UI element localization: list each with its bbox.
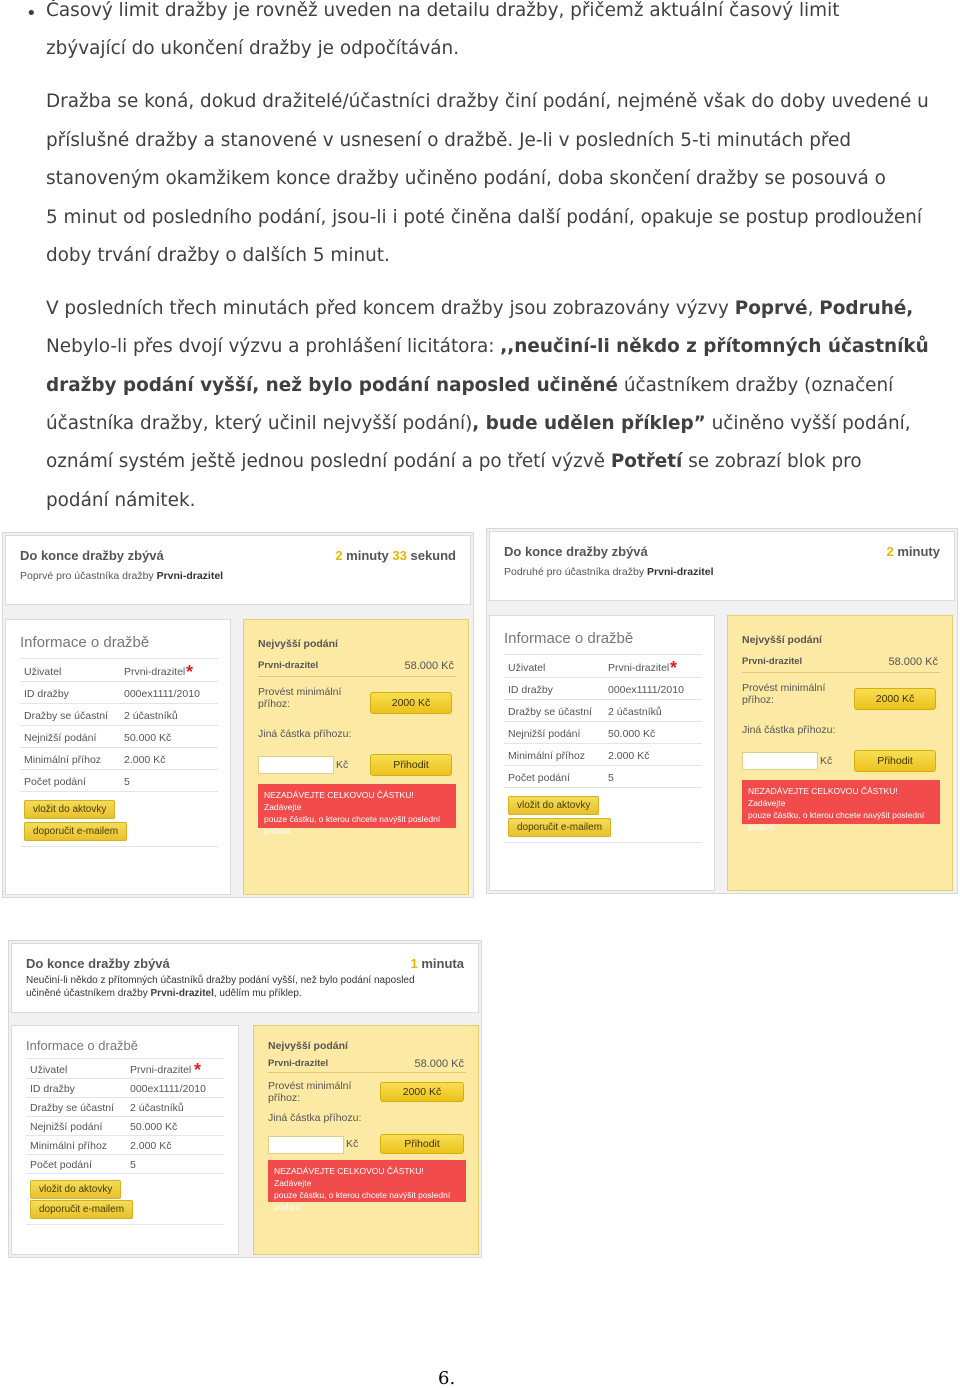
other-raise-label: Jiná částka příhozu: <box>268 1112 362 1124</box>
row-label: Dražby se účastní <box>508 706 593 718</box>
divider <box>20 846 218 847</box>
auction-info-panel <box>11 1025 239 1255</box>
warning-message <box>268 1160 466 1212</box>
divider <box>20 658 218 659</box>
divider <box>504 654 702 655</box>
min-raise-label-2: příhoz: <box>258 698 291 710</box>
countdown-box <box>11 943 479 1013</box>
divider <box>742 672 940 673</box>
auction-info-title: Informace o dražbě <box>26 1038 139 1053</box>
row-value: 2 účastníků <box>124 710 178 722</box>
row-label: Nejnižší podání <box>30 1121 103 1133</box>
warn-3: podání. <box>264 826 293 836</box>
row-label: Minimální příhoz <box>508 750 586 762</box>
p3-l2-text: Nebylo-li přes dvojí výzvu a prohlášení licitátora: <box>46 336 501 357</box>
info-row-min-raise <box>20 748 218 770</box>
row-label: Uživatel <box>30 1064 68 1076</box>
countdown-box <box>5 535 471 605</box>
paragraph-3-line-1 <box>46 298 913 319</box>
highest-bid-panel <box>727 615 953 891</box>
paragraph-3-line-2 <box>46 336 929 357</box>
row-value: 000ex1111/2010 <box>124 688 200 700</box>
min-raise-label-2: příhoz: <box>742 694 775 706</box>
min-raise-label <box>258 686 341 710</box>
divider <box>268 1072 466 1073</box>
info-row-id <box>26 1079 224 1098</box>
highest-bid-title: Nejvyšší podání <box>258 638 338 650</box>
raise-button[interactable]: Přihodit <box>854 750 936 772</box>
countdown-seconds-unit: sekund <box>406 548 456 563</box>
countdown-minutes-unit: minuta <box>417 956 464 971</box>
p3-l1-text: V posledních třech minutách před koncem dražby jsou zobrazovány výzvy <box>46 298 735 319</box>
bullet-marker: • <box>26 3 37 24</box>
auction-info-title: Informace o dražbě <box>504 630 634 647</box>
divider <box>26 1058 224 1059</box>
hammer-notice-user: Prvni-drazitel <box>150 988 214 999</box>
row-value: 2.000 Kč <box>130 1140 172 1152</box>
countdown-value <box>335 548 456 563</box>
auction-info-panel <box>5 619 231 895</box>
raise-button[interactable]: Přihodit <box>380 1134 464 1154</box>
highest-bidder-star-icon: * <box>194 1060 202 1080</box>
paragraph-1-line-2: zbývající do ukončení dražby je odpočítáván. <box>46 38 460 59</box>
info-row-min-raise <box>26 1136 224 1155</box>
row-value: 5 <box>130 1159 136 1171</box>
recommend-email-button[interactable]: doporučit e-mailem <box>508 818 611 837</box>
raise-button[interactable]: Přihodit <box>370 754 452 776</box>
call-notice-text: Podruhé pro účastníka dražby <box>504 566 648 578</box>
paragraph-2-line-2: příslušné dražby a stanovené v usnesení o dražbě. Je-li v posledních 5-ti minutách před <box>46 130 852 151</box>
row-label: ID dražby <box>508 684 553 696</box>
p3-l2-bold: ,,neučiní-li někdo z přítomných účastníků <box>500 336 929 357</box>
countdown-label: Do konce dražby zbývá <box>20 548 164 563</box>
info-row-bid-count <box>26 1155 224 1174</box>
highest-bid-amount: 58.000 Kč <box>888 656 938 668</box>
info-row-bid-count <box>20 770 218 792</box>
row-value: 50.000 Kč <box>608 728 656 740</box>
recommend-email-button[interactable]: doporučit e-mailem <box>30 1200 133 1219</box>
row-label: Počet podání <box>508 772 570 784</box>
p3-l4-bold: , bude udělen příklep” <box>472 413 706 434</box>
p3-podruhe: Podruhé, <box>819 298 914 319</box>
p3-potreti: Potřetí <box>610 451 683 472</box>
row-value: 5 <box>124 776 130 788</box>
highest-bidder: Prvni-drazitel <box>258 660 319 671</box>
row-label: Počet podání <box>30 1159 92 1171</box>
row-value: 000ex1111/2010 <box>608 684 684 696</box>
row-value: Prvni-drazitel <box>124 666 186 678</box>
highest-bidder: Prvni-drazitel <box>742 656 803 667</box>
countdown-value <box>411 956 464 971</box>
row-label: Minimální příhoz <box>24 754 102 766</box>
row-label: Dražby se účastní <box>30 1102 115 1114</box>
countdown-seconds: 33 <box>392 548 407 563</box>
row-label: Uživatel <box>508 662 546 674</box>
currency-label: Kč <box>346 1138 359 1150</box>
highest-bid-title: Nejvyšší podání <box>268 1040 348 1052</box>
row-label: Nejnižší podání <box>24 732 97 744</box>
page-number: 6. <box>438 1368 456 1388</box>
paragraph-3-line-4 <box>46 413 911 434</box>
highest-bid-panel <box>243 619 469 895</box>
screenshot-second-call <box>486 528 958 894</box>
auction-info-title: Informace o dražbě <box>20 634 150 651</box>
p3-l5-text: oznámí systém ještě jednou poslední podání a po třetí výzvě <box>46 451 611 472</box>
warn-3: podání. <box>274 1202 303 1212</box>
auction-info-panel <box>489 615 715 891</box>
currency-label: Kč <box>820 755 833 767</box>
p3-poprve: Poprvé <box>734 298 808 319</box>
add-to-briefcase-button[interactable]: vložit do aktovky <box>508 796 599 815</box>
call-notice-user: Prvni-drazitel <box>156 570 224 582</box>
divider <box>504 842 702 843</box>
highest-bidder: Prvni-drazitel <box>268 1058 329 1069</box>
divider <box>26 1224 224 1225</box>
row-value: Prvni-drazitel <box>130 1064 192 1076</box>
countdown-label: Do konce dražby zbývá <box>504 544 648 559</box>
add-to-briefcase-button[interactable]: vložit do aktovky <box>30 1180 121 1199</box>
call-notice-text: Poprvé pro účastníka dražby <box>20 570 157 582</box>
info-row-participants <box>504 700 702 722</box>
p3-l5-text-2: se zobrazí blok pro <box>682 451 862 472</box>
countdown-label: Do konce dražby zbývá <box>26 956 170 971</box>
hammer-notice <box>26 974 466 1000</box>
other-raise-label: Jiná částka příhozu: <box>258 728 352 740</box>
row-value: 2.000 Kč <box>124 754 166 766</box>
row-value: 5 <box>608 772 614 784</box>
info-row-participants <box>26 1098 224 1117</box>
warn-2: pouze částku, o kterou chcete navýšit poslední <box>274 1190 451 1200</box>
raise-amount-input[interactable] <box>258 756 334 774</box>
min-raise-label-2: příhoz: <box>268 1092 301 1104</box>
highest-bid-amount: 58.000 Kč <box>404 660 454 672</box>
countdown-minutes: 2 <box>886 544 894 559</box>
info-row-bid-count <box>504 766 702 788</box>
min-raise-label-1: Provést minimální <box>268 1080 352 1092</box>
row-value: Prvni-drazitel <box>608 662 670 674</box>
info-row-id <box>20 682 218 704</box>
row-value: 2 účastníků <box>608 706 662 718</box>
info-row-id <box>504 678 702 700</box>
warn-3: podání. <box>748 822 777 832</box>
screenshot-first-call <box>2 532 474 898</box>
screenshot-third-call <box>8 940 482 1258</box>
recommend-email-button[interactable]: doporučit e-mailem <box>24 822 127 841</box>
row-value: 000ex1111/2010 <box>130 1083 206 1095</box>
min-raise-label-1: Provést minimální <box>258 686 342 698</box>
divider <box>258 676 456 677</box>
min-raise-button[interactable]: 2000 Kč <box>380 1082 464 1102</box>
warn-2: pouze částku, o kterou chcete navýšit poslední <box>748 810 925 820</box>
countdown-minutes-unit: minuty <box>893 544 940 559</box>
hammer-notice-2: učiněné účastníkem dražby <box>26 988 151 999</box>
countdown-box <box>489 531 955 601</box>
min-raise-button[interactable]: 2000 Kč <box>854 688 936 710</box>
call-notice <box>504 566 714 578</box>
highest-bid-amount: 58.000 Kč <box>414 1058 464 1070</box>
row-label: Minimální příhoz <box>30 1140 108 1152</box>
add-to-briefcase-button[interactable]: vložit do aktovky <box>24 800 115 819</box>
highest-bidder-star-icon: * <box>670 658 678 678</box>
paragraph-2-line-4: 5 minut od posledního podání, jsou-li i poté činěna další podání, opakuje se postup prodloužení <box>46 207 922 228</box>
info-row-min-raise <box>504 744 702 766</box>
row-label: Počet podání <box>24 776 86 788</box>
row-label: Nejnižší podání <box>508 728 581 740</box>
call-notice-user: Prvni-drazitel <box>647 566 714 578</box>
warn-2: pouze částku, o kterou chcete navýšit poslední <box>264 814 441 824</box>
raise-amount-input[interactable] <box>742 752 818 770</box>
warn-1: NEZADÁVEJTE CELKOVOU ČÁSTKU! Zadávejte <box>264 790 414 812</box>
currency-label: Kč <box>336 759 349 771</box>
hammer-notice-1: Neučiní-li někdo z přítomných účastníků dražby podání vyšší, než bylo podání naposled <box>26 975 415 986</box>
hammer-notice-3: , udělím mu příklep. <box>213 988 302 999</box>
p3-l3-bold: dražby podání vyšší, než bylo podání naposled učiněné <box>46 375 618 396</box>
warn-1: NEZADÁVEJTE CELKOVOU ČÁSTKU! Zadávejte <box>748 786 898 808</box>
min-raise-label-1: Provést minimální <box>742 682 826 694</box>
min-raise-label <box>268 1080 351 1104</box>
other-raise-label: Jiná částka příhozu: <box>742 724 836 736</box>
row-value: 50.000 Kč <box>124 732 172 744</box>
row-label: Dražby se účastní <box>24 710 109 722</box>
row-value: 2.000 Kč <box>608 750 650 762</box>
warning-message <box>742 780 940 832</box>
row-label: ID dražby <box>30 1083 75 1095</box>
countdown-value <box>887 544 940 559</box>
info-row-lowest-bid <box>504 722 702 744</box>
countdown-minutes: 2 <box>335 548 343 563</box>
countdown-minutes-unit: minuty <box>342 548 393 563</box>
info-row-lowest-bid <box>26 1117 224 1136</box>
warn-1: NEZADÁVEJTE CELKOVOU ČÁSTKU! Zadávejte <box>274 1166 424 1188</box>
paragraph-2-line-3: stanoveným okamžikem konce dražby učiněno podání, doba skončení dražby se posouvá o <box>46 168 886 189</box>
min-raise-label <box>742 682 825 706</box>
highest-bidder-star-icon: * <box>186 662 194 682</box>
paragraph-3-line-5 <box>46 451 862 472</box>
p3-l1-sep: , <box>807 298 820 319</box>
paragraph-1-line-1: Časový limit dražby je rovněž uveden na detailu dražby, přičemž aktuální časový limit <box>46 0 840 21</box>
paragraph-2-line-1: Dražba se koná, dokud dražitelé/účastníci dražby činí podání, nejméně však do doby uvedené u <box>46 91 929 112</box>
countdown-minutes: 1 <box>410 956 418 971</box>
p3-l4-text-2: učiněno vyšší podání, <box>705 413 911 434</box>
row-label: ID dražby <box>24 688 69 700</box>
warning-message <box>258 784 456 836</box>
paragraph-2-line-5: doby trvání dražby o dalších 5 minut. <box>46 245 390 266</box>
paragraph-3-line-3 <box>46 375 893 396</box>
p3-l3-text: účastníkem dražby (označení <box>618 375 894 396</box>
call-notice <box>20 570 223 582</box>
highest-bid-panel <box>253 1025 479 1255</box>
row-label: Uživatel <box>24 666 62 678</box>
row-value: 50.000 Kč <box>130 1121 178 1133</box>
info-row-lowest-bid <box>20 726 218 748</box>
min-raise-button[interactable]: 2000 Kč <box>370 692 452 714</box>
row-value: 2 účastníků <box>130 1102 184 1114</box>
highest-bid-title: Nejvyšší podání <box>742 634 822 646</box>
paragraph-3-line-6: podání námitek. <box>46 490 196 511</box>
raise-amount-input[interactable] <box>268 1136 344 1154</box>
info-row-participants <box>20 704 218 726</box>
p3-l4-text: účastníka dražby, který učinil nejvyšší podání) <box>46 413 473 434</box>
